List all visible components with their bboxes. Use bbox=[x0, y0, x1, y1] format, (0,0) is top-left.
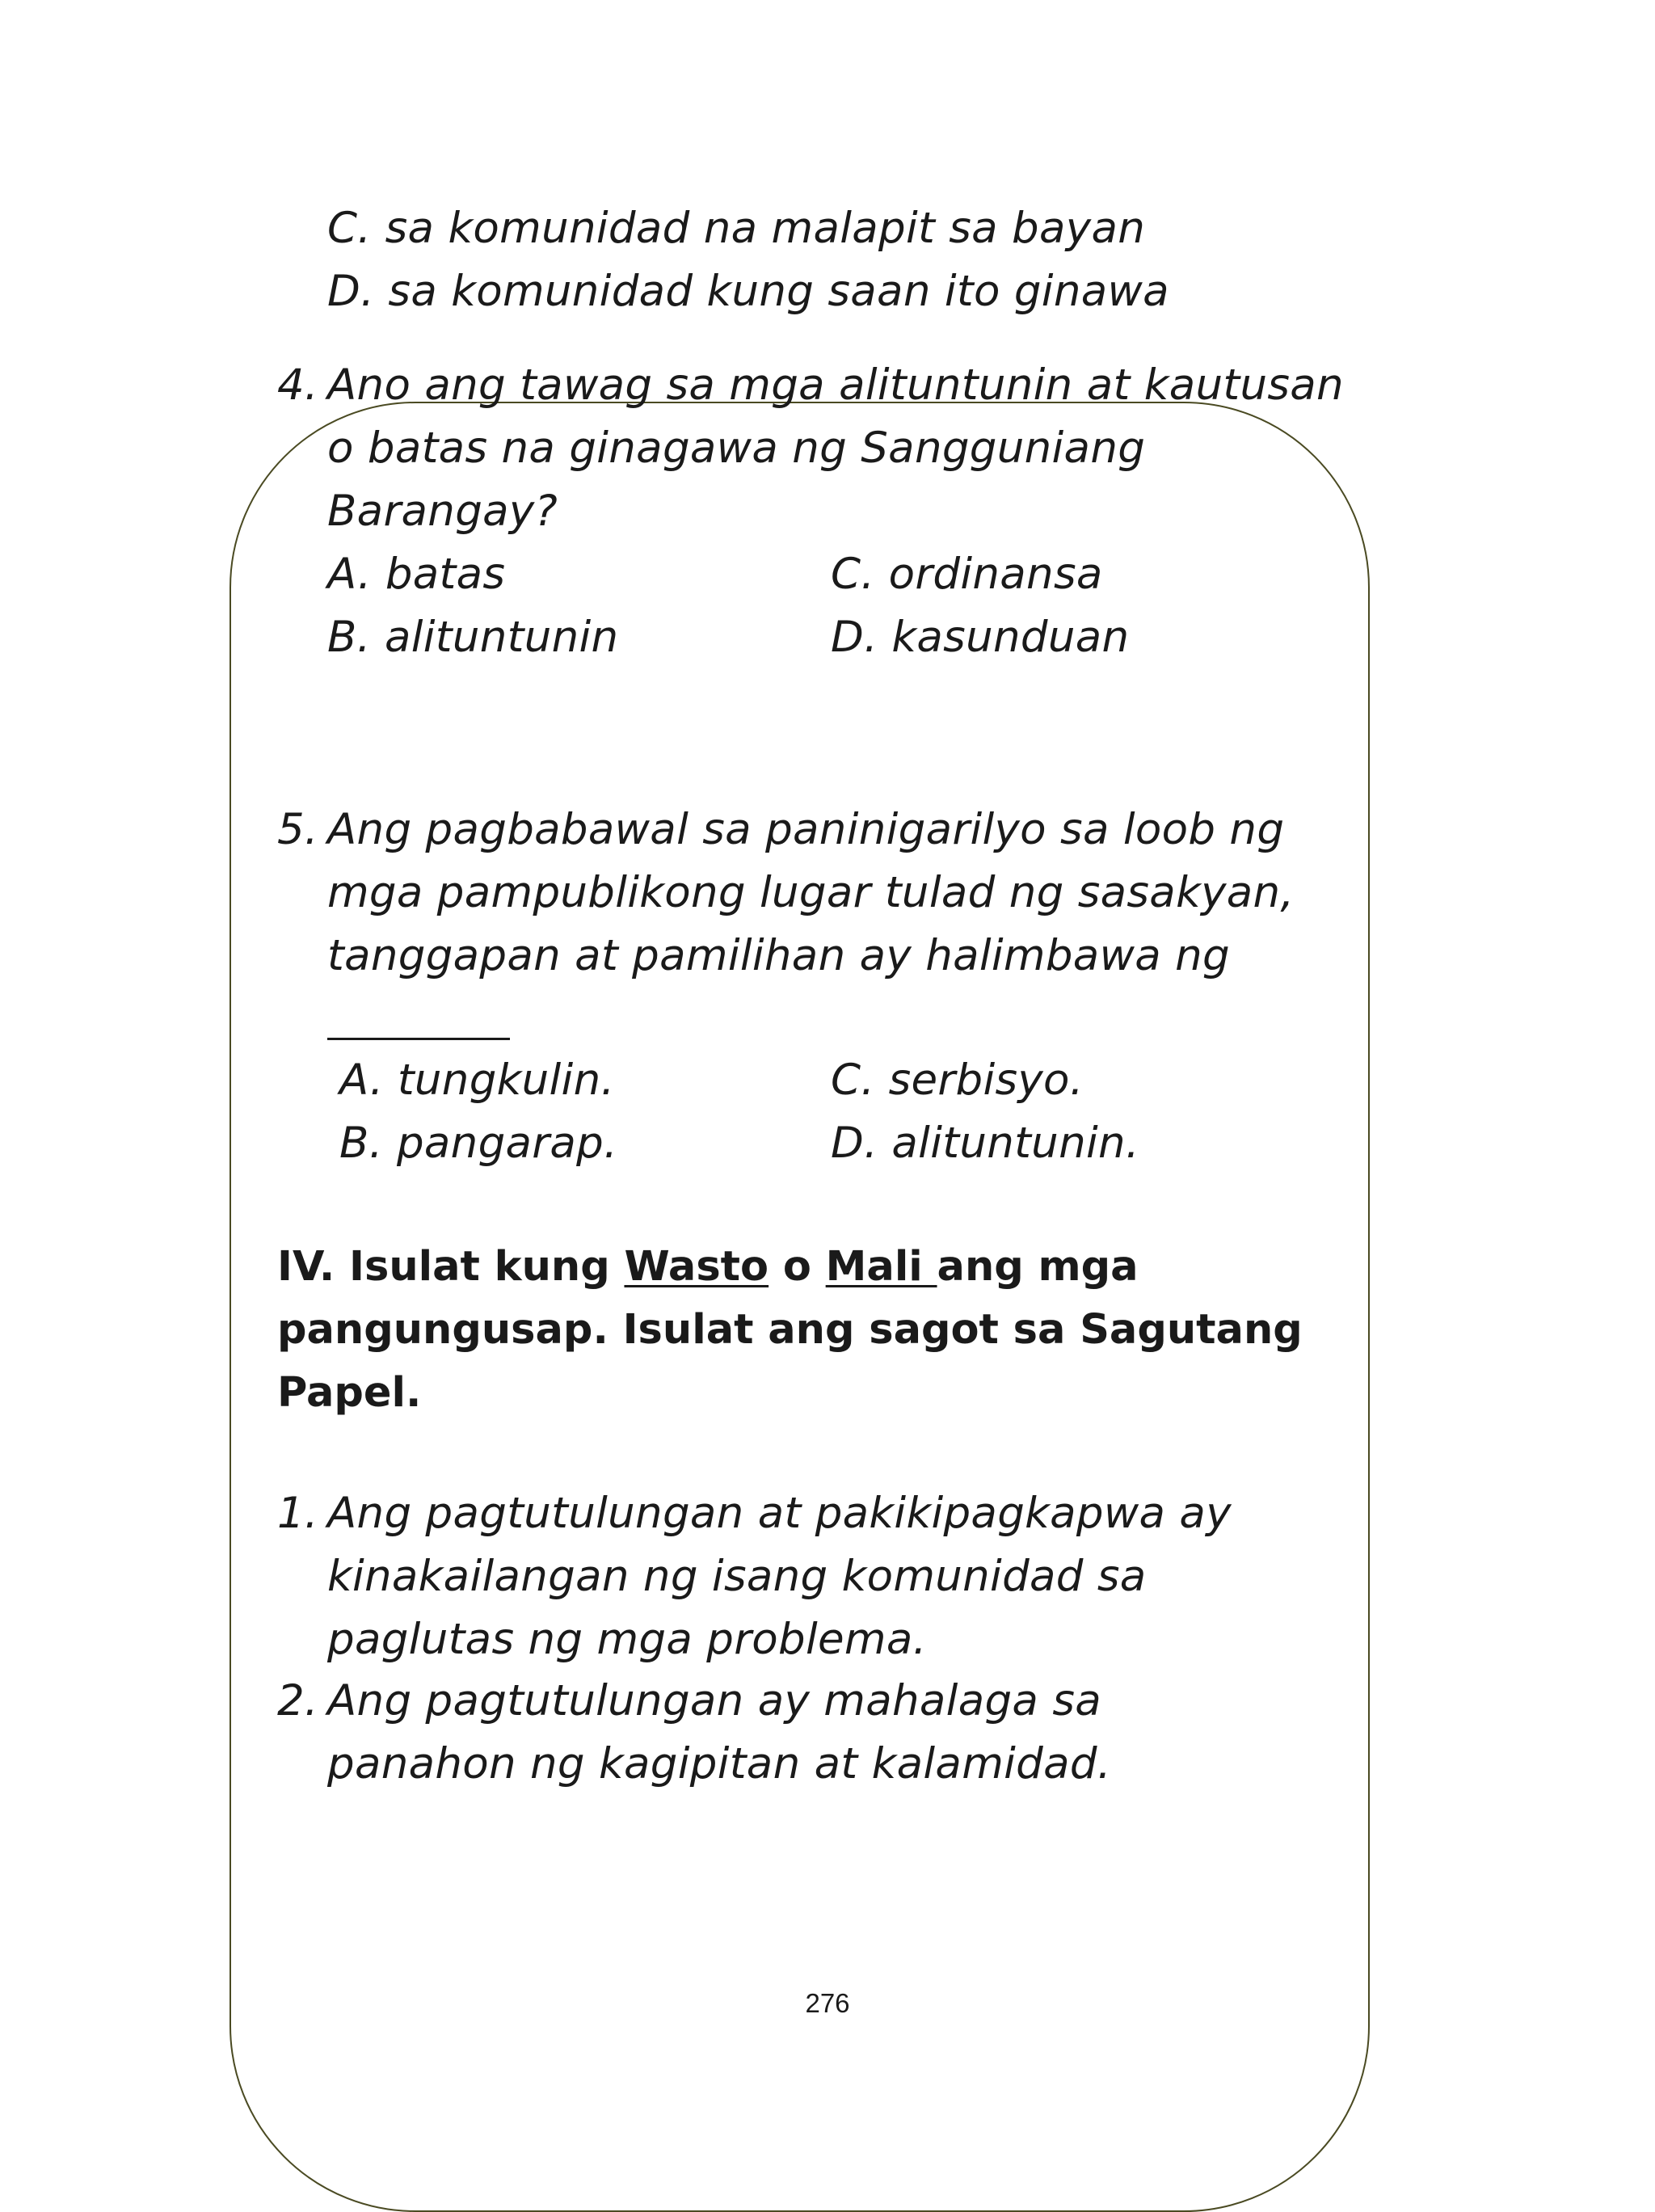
heading-prefix: IV. Isulat kung bbox=[277, 1243, 625, 1291]
heading-suffix: ang mga bbox=[937, 1243, 1139, 1291]
option-3c: C. sa komunidad na malapit sa bayan bbox=[327, 204, 1146, 253]
option-4a: A. batas bbox=[327, 550, 506, 599]
option-3d: D. sa komunidad kung saan ito ginawa bbox=[327, 267, 1169, 316]
question-5-line-3: tanggapan at pamilihan ay halimbawa ng bbox=[327, 931, 1230, 980]
heading-o: o bbox=[769, 1243, 826, 1291]
mali-word: Mali bbox=[825, 1243, 937, 1291]
option-5a: A. tungkulin. bbox=[339, 1055, 615, 1105]
statement-1-number: 1. bbox=[277, 1489, 318, 1538]
option-5c: C. serbisyo. bbox=[831, 1055, 1084, 1105]
question-5-line-2: mga pampublikong lugar tulad ng sasakyan, bbox=[327, 868, 1295, 917]
option-4d: D. kasunduan bbox=[831, 613, 1130, 662]
question-5-number: 5. bbox=[277, 805, 318, 854]
statement-2-line-2: panahon ng kagipitan at kalamidad. bbox=[327, 1739, 1111, 1789]
answer-blank-line bbox=[327, 1038, 510, 1040]
question-5-line-1: Ang pagbabawal sa paninigarilyo sa loob ng bbox=[327, 805, 1285, 854]
page-number: 276 bbox=[805, 1988, 850, 2018]
question-4-line-2: o batas na ginagawa ng Sangguniang bbox=[327, 423, 1146, 473]
wasto-word: Wasto bbox=[624, 1243, 769, 1291]
option-5b: B. pangarap. bbox=[339, 1119, 618, 1168]
statement-1-line-2: kinakailangan ng isang komunidad sa bbox=[327, 1552, 1147, 1601]
option-4c: C. ordinansa bbox=[831, 550, 1103, 599]
question-4-line-1: Ano ang tawag sa mga alituntunin at kautusan bbox=[327, 360, 1344, 410]
statement-2-number: 2. bbox=[277, 1676, 318, 1725]
section-4-heading-line-2: pangungusap. Isulat ang sagot sa Sagutang bbox=[277, 1306, 1303, 1354]
option-4b: B. alituntunin bbox=[327, 613, 619, 662]
section-4-heading-line-3: Papel. bbox=[277, 1369, 422, 1417]
section-4-heading-line-1 bbox=[277, 1243, 1139, 1291]
option-5d: D. alituntunin. bbox=[831, 1119, 1140, 1168]
statement-1-line-1: Ang pagtutulungan at pakikipagkapwa ay bbox=[327, 1489, 1232, 1538]
question-4-line-3: Barangay? bbox=[327, 487, 558, 536]
statement-1-line-3: paglutas ng mga problema. bbox=[327, 1615, 927, 1664]
statement-2-line-1: Ang pagtutulungan ay mahalaga sa bbox=[327, 1676, 1102, 1725]
question-4-number: 4. bbox=[277, 360, 318, 410]
